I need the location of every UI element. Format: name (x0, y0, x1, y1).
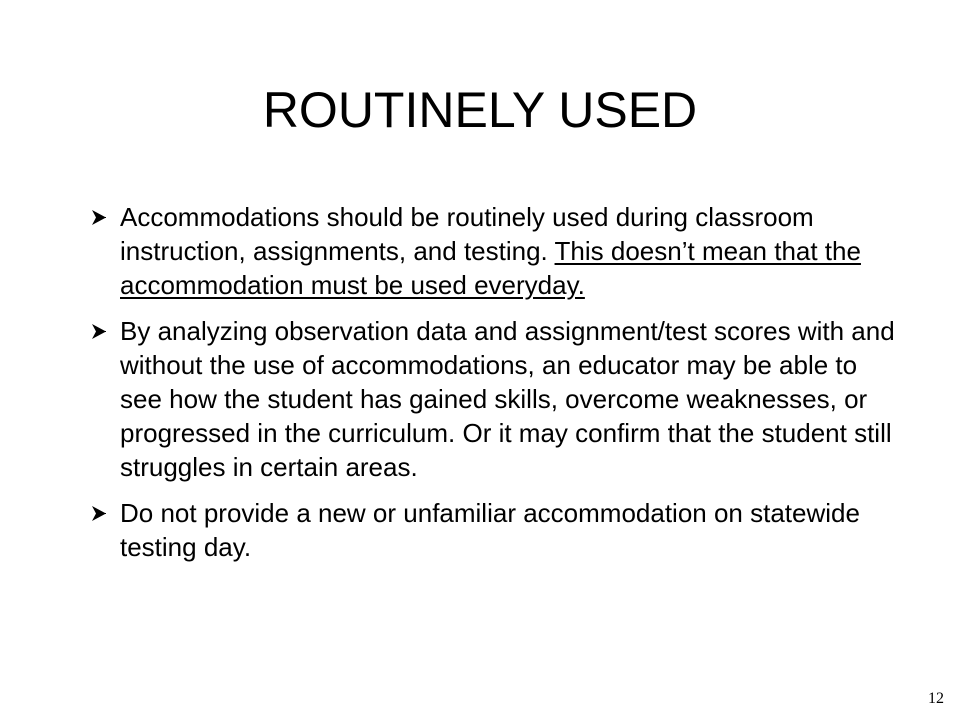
arrow-bullet-icon (90, 209, 108, 226)
bullet-text: Accommodations should be routinely used during classroom instruction, assignments, and testing. (120, 202, 814, 266)
bullet-text: Do not provide a new or unfamiliar accommodation on statewide testing day. (120, 498, 860, 562)
bullet-item (90, 314, 900, 484)
arrow-bullet-icon (90, 505, 108, 522)
bullet-text: By analyzing observation data and assignment/test scores with and without the use of accommodations, an educator may be able to see how the student has gained skills, overcome weaknesses, or progressed in the curriculum. Or it may confirm that the student still struggles in certain areas. (120, 316, 895, 482)
bullet-item (90, 200, 900, 302)
page-number: 12 (928, 690, 944, 707)
bullet-underlined-text: This doesn’t mean that the accommodation must be used everyday. (120, 236, 861, 300)
bullet-list (90, 200, 900, 576)
arrow-bullet-icon (90, 323, 108, 340)
slide-title: ROUTINELY USED (262, 82, 698, 138)
bullet-item (90, 496, 900, 564)
